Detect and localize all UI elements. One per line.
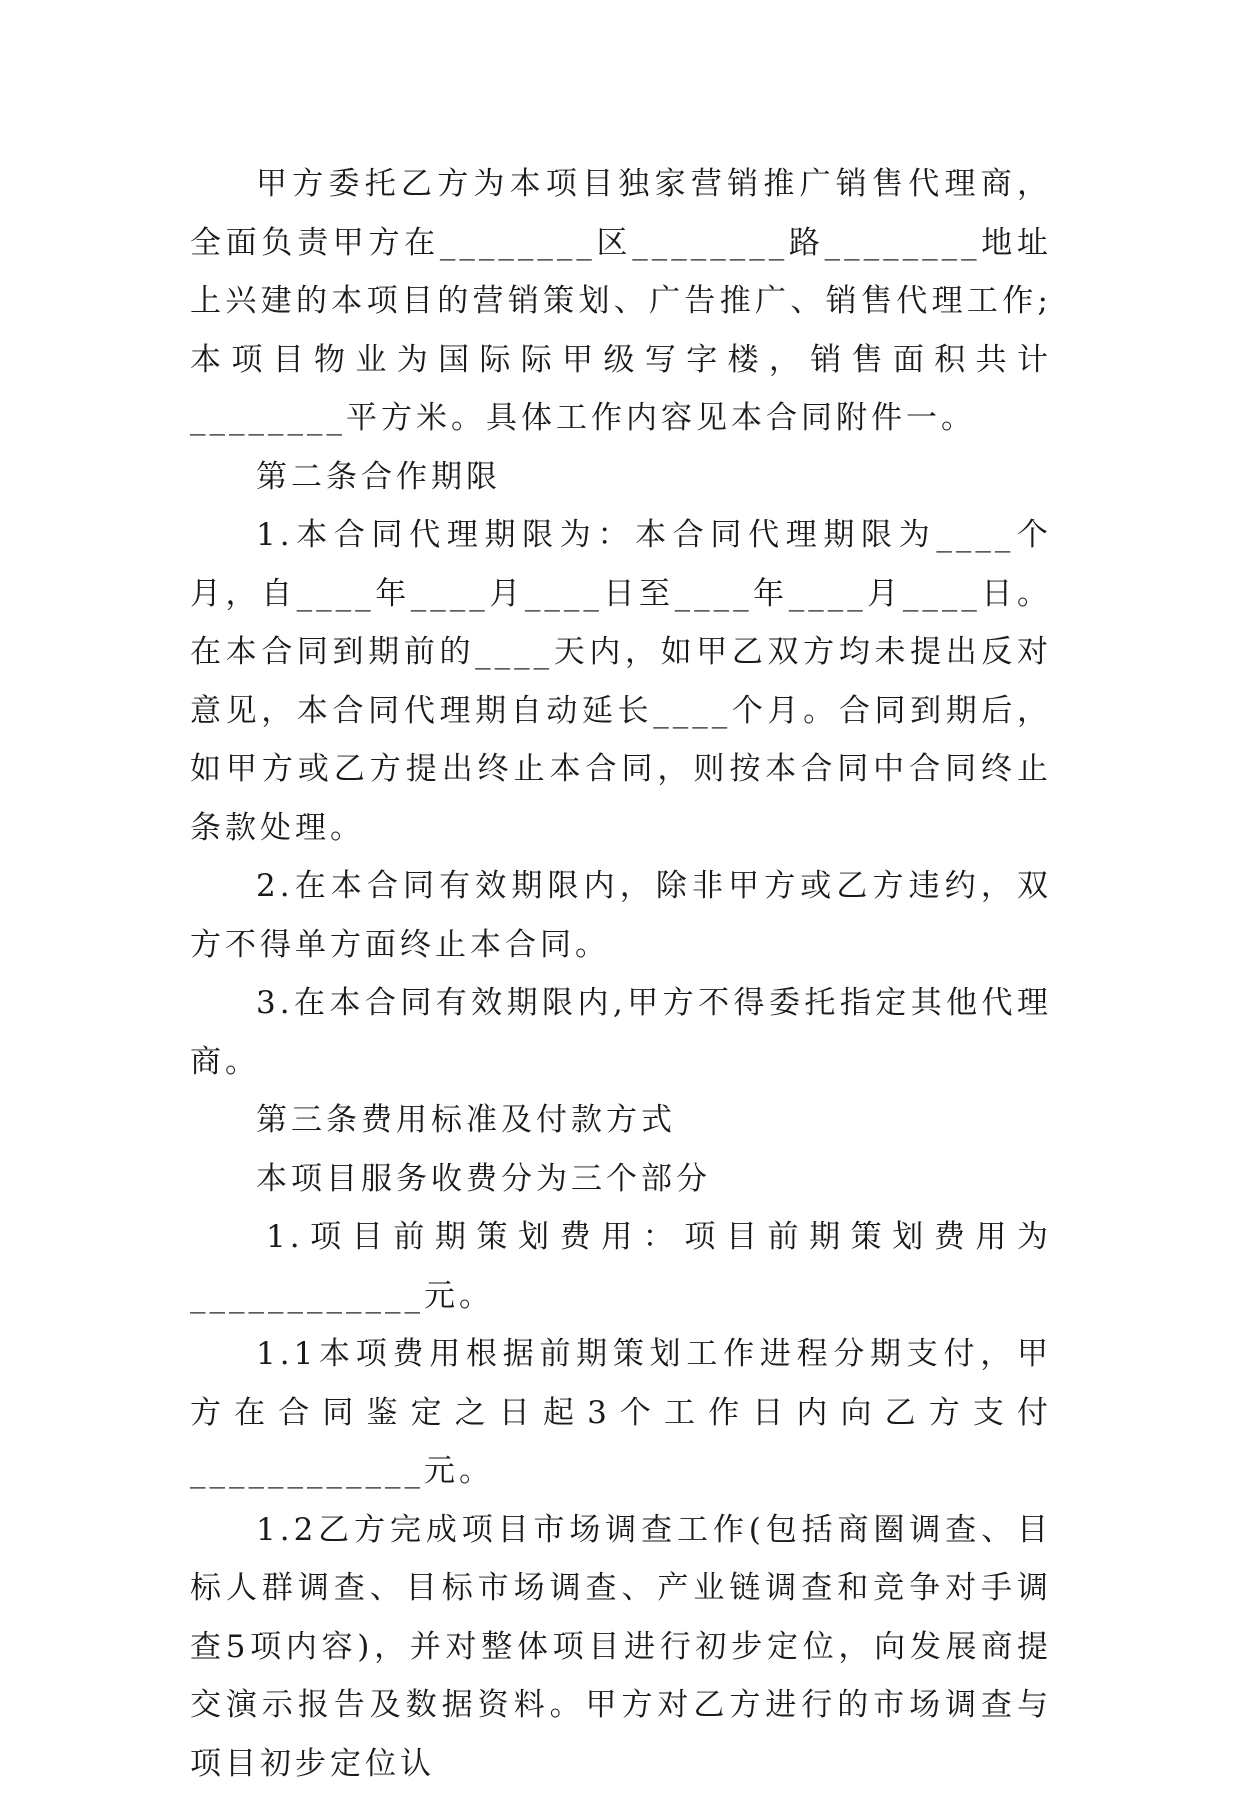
paragraph-term-3: 3.在本合同有效期限内,甲方不得委托指定其他代理商。 <box>190 974 1052 1091</box>
paragraph-fee-intro: 本项目服务收费分为三个部分 <box>190 1150 1052 1209</box>
paragraph-fee-1: 1.项目前期策划费用：项目前期策划费用为____________元。 <box>190 1208 1052 1325</box>
article-2-heading: 第二条合作期限 <box>190 448 1052 507</box>
paragraph-fee-1-1: 1.1本项费用根据前期策划工作进程分期支付，甲方在合同鉴定之日起3个工作日内向乙方支付____________元。 <box>190 1325 1052 1501</box>
paragraph-entrustment: 甲方委托乙方为本项目独家营销推广销售代理商，全面负责甲方在________区________路________地址上兴建的本项目的营销策划、广告推广、销售代理工作;本项目物业为国际际甲级写字楼，销售面积共计________平方米。具体工作内容见本合同附件一。 <box>190 155 1052 448</box>
paragraph-fee-1-2: 1.2乙方完成项目市场调查工作(包括商圈调查、目标人群调查、目标市场调查、产业链调查和竞争对手调查5项内容)，并对整体项目进行初步定位，向发展商提交演示报告及数据资料。甲方对乙方进行的市场调查与项目初步定位认 <box>190 1501 1052 1793</box>
paragraph-term-2: 2.在本合同有效期限内，除非甲方或乙方违约，双方不得单方面终止本合同。 <box>190 857 1052 974</box>
document-body <box>190 155 1052 1793</box>
article-3-heading: 第三条费用标准及付款方式 <box>190 1091 1052 1150</box>
paragraph-term-1: 1.本合同代理期限为：本合同代理期限为____个月，自____年____月____日至____年____月____日。在本合同到期前的____天内，如甲乙双方均未提出反对意见，本合同代理期自动延长____个月。合同到期后，如甲方或乙方提出终止本合同，则按本合同中合同终止条款处理。 <box>190 506 1052 857</box>
